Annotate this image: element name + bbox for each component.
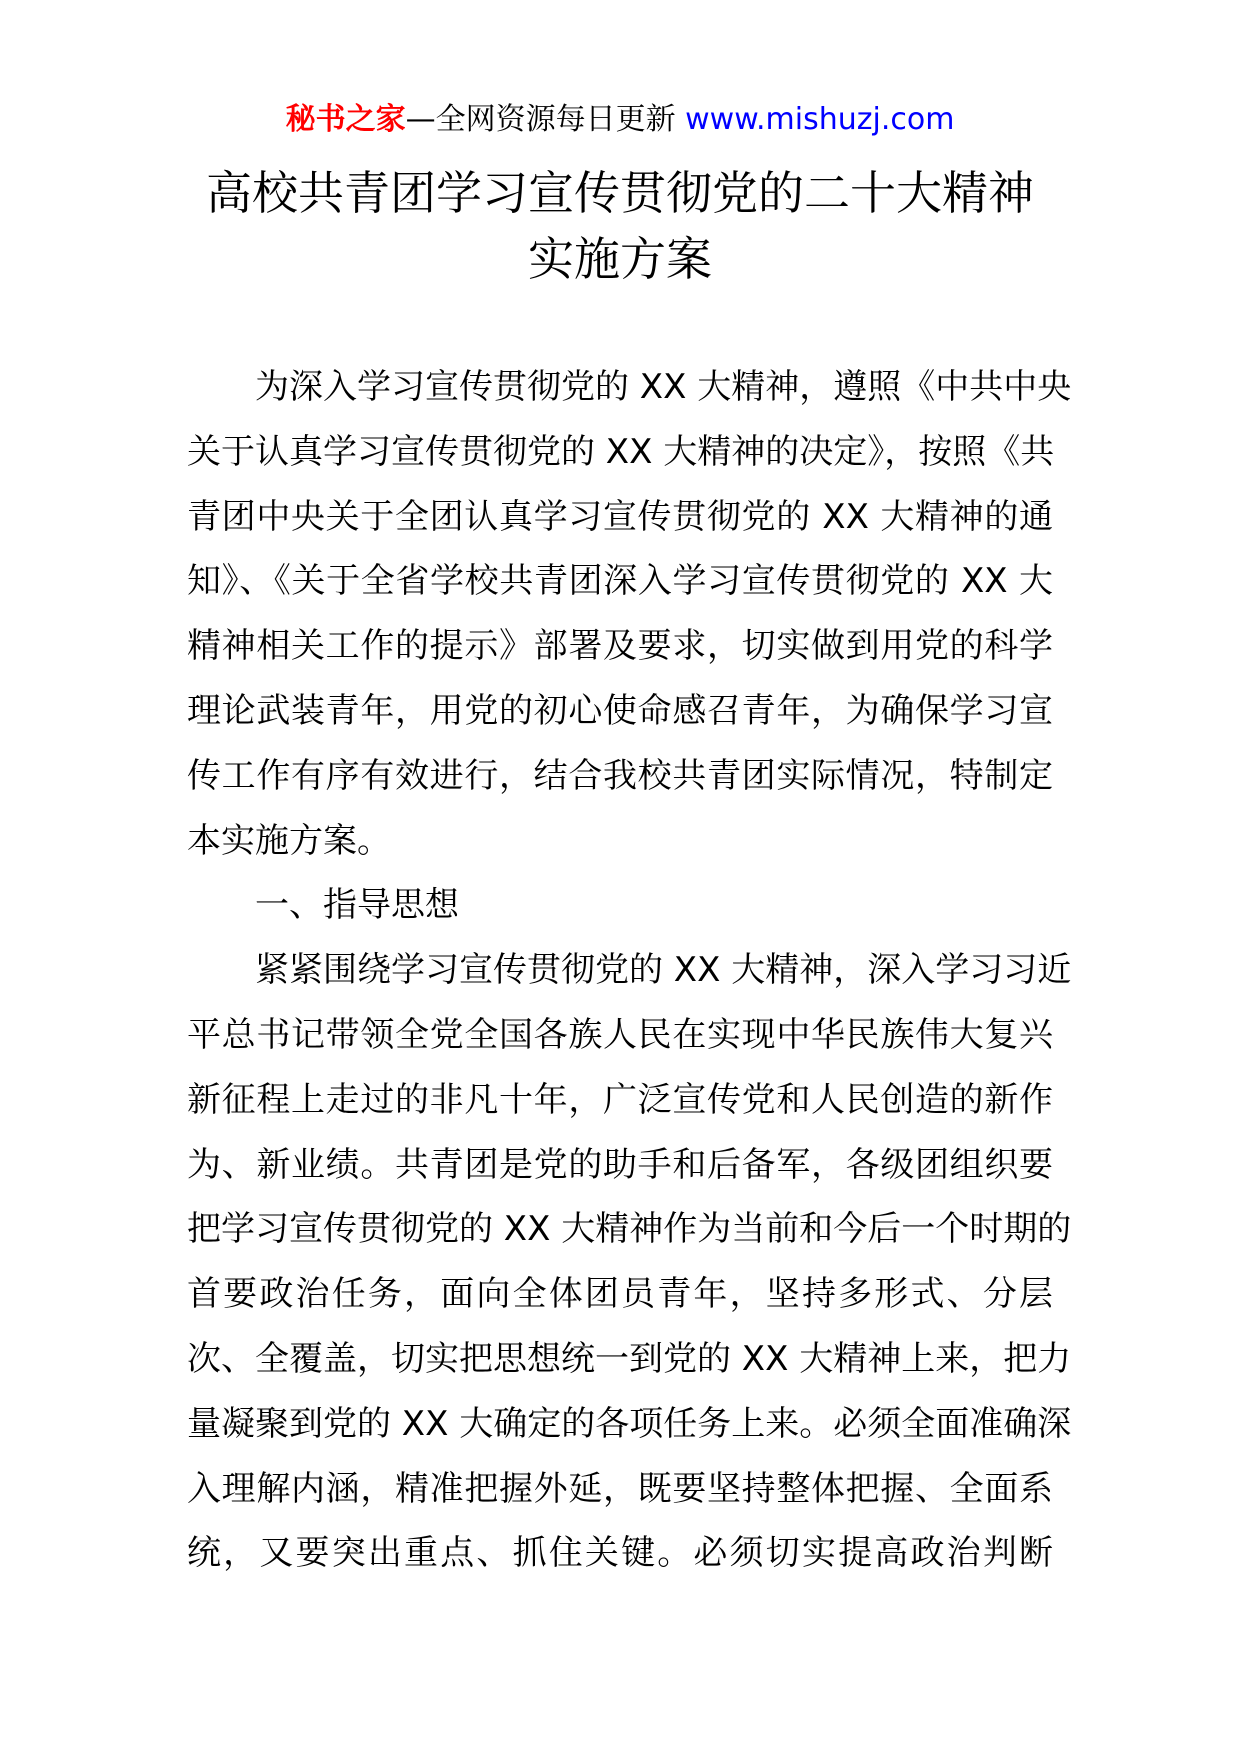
- site-header: [0, 100, 1240, 140]
- text-line: 为深入学习宣传贯彻党的 XX 大精神，遵照《中共中央: [255, 367, 1072, 407]
- text-line: 首要政治任务，面向全体团员青年，坚持多形式、分层: [187, 1274, 1053, 1315]
- paragraph-guiding-thought: [187, 938, 1072, 1586]
- text-line: 青团中央关于全团认真学习宣传贯彻党的 XX 大精神的通: [187, 496, 1053, 537]
- document-body: [187, 355, 1072, 1586]
- text-line: 新征程上走过的非凡十年，广泛宣传党和人民创造的新作: [187, 1079, 1053, 1120]
- section-heading: 一、指导思想: [255, 885, 459, 926]
- text-line: 关于认真学习宣传贯彻党的 XX 大精神的决定》，按照《共: [187, 431, 1055, 472]
- text-line: 把学习宣传贯彻党的 XX 大精神作为当前和今后一个时期的: [187, 1209, 1072, 1250]
- title-line: 高校共青团学习宣传贯彻党的二十大精神: [206, 166, 1034, 220]
- text-line: 传工作有序有效进行，结合我校共青团实际情况，特制定: [187, 755, 1053, 796]
- site-tagline: —全网资源每日更新: [405, 102, 686, 137]
- title-line: 实施方案: [528, 232, 712, 286]
- text-line: 统，又要突出重点、抓住关键。必须切实提高政治判断: [187, 1533, 1053, 1574]
- text-line: 本实施方案。: [187, 820, 391, 861]
- paragraph-intro: [187, 355, 1072, 873]
- text-line: 次、全覆盖，切实把思想统一到党的 XX 大精神上来，把力: [187, 1338, 1072, 1379]
- document-title: [100, 160, 1140, 292]
- text-line: 量凝聚到党的 XX 大确定的各项任务上来。必须全面准确深: [187, 1403, 1072, 1444]
- text-line: 紧紧围绕学习宣传贯彻党的 XX 大精神，深入学习习近: [255, 950, 1072, 991]
- text-line: 平总书记带领全党全国各族人民在实现中华民族伟大复兴: [187, 1014, 1053, 1055]
- text-line: 为、新业绩。共青团是党的助手和后备军，各级团组织要: [187, 1144, 1053, 1185]
- text-line: 理论武装青年，用党的初心使命感召青年，为确保学习宣: [187, 690, 1053, 731]
- text-line: 精神相关工作的提示》部署及要求，切实做到用党的科学: [187, 626, 1053, 667]
- text-line: 入理解内涵，精准把握外延，既要坚持整体把握、全面系: [187, 1468, 1053, 1509]
- text-line: 知》、《关于全省学校共青团深入学习宣传贯彻党的 XX 大: [187, 561, 1053, 602]
- site-brand: 秘书之家: [285, 102, 406, 137]
- site-url-link[interactable]: www.mishuzj.com: [685, 102, 955, 137]
